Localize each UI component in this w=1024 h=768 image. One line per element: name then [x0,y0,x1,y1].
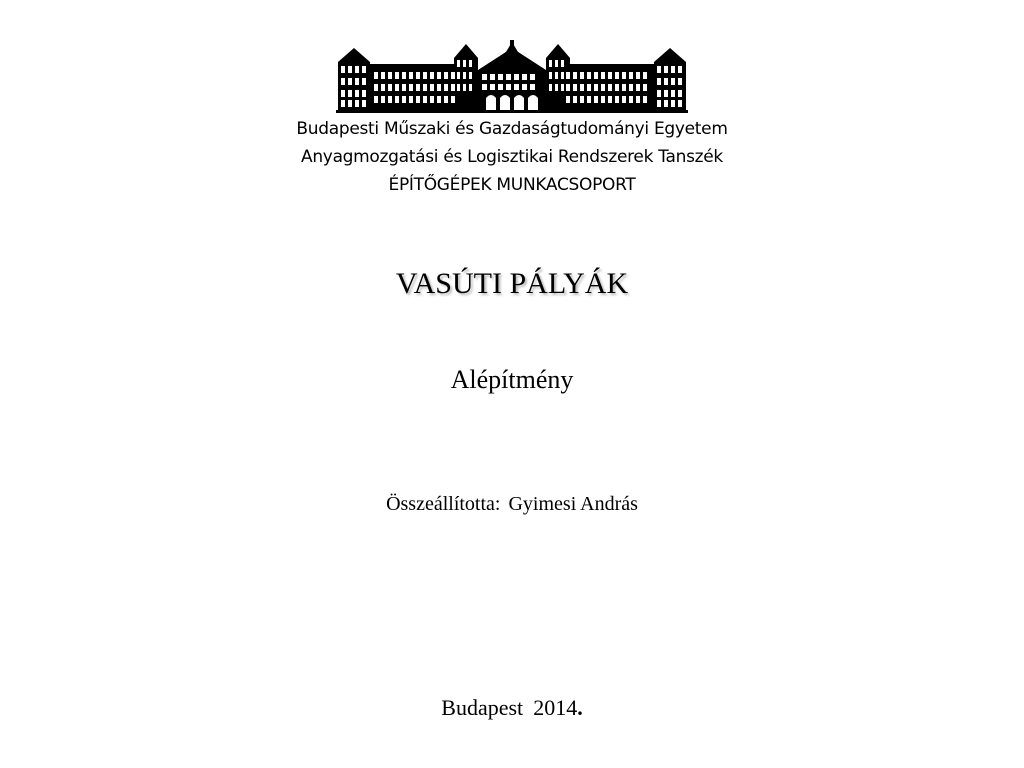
university-building-logo-icon [336,40,688,114]
compiler-credit [0,490,1024,518]
place-year: 2014 [533,695,578,720]
compiler-label: Összeállította: [386,493,501,515]
place-dot: . [577,695,583,720]
page-title: VASÚTI PÁLYÁK [395,267,629,300]
institution-line-3: ÉPÍTŐGÉPEK MUNKACSOPORT [388,175,636,195]
place-date [0,693,1024,723]
compiler-name: Gyimesi András [508,493,638,515]
place-city: Budapest [441,695,524,720]
institution-line-2: Anyagmozgatási és Logisztikai Rendszerek Tanszék [301,147,723,167]
page-subtitle: Alépítmény [450,365,574,394]
institution-line-1: Budapesti Műszaki és Gazdaságtudományi Egyetem [296,119,728,139]
